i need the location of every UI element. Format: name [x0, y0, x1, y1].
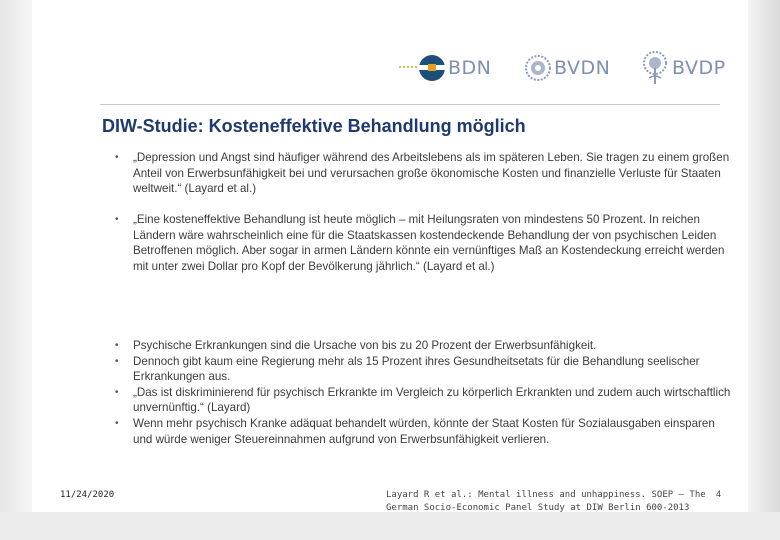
- point-item: • „Das ist diskriminierend für psychisch Erkrankte im Vergleich zu körperlich Erkrankten und zudem auch wirtschaftlich unvernünftig.“ (Layard): [115, 385, 735, 416]
- page-number: 4: [716, 489, 722, 499]
- quote-list-2: [115, 212, 735, 274]
- footer-source: Layard R et al.: Mental illness and unhappiness. SOEP — The German Socio-Economic Panel Study at DIW Berlin 600-2013: [386, 490, 706, 513]
- point-list: [115, 338, 735, 447]
- bvdn-label: BVDN: [554, 57, 611, 79]
- bvdp-tree-icon: [640, 50, 670, 86]
- footer-date: 11/24/2020: [60, 490, 115, 500]
- right-margin: [748, 0, 780, 540]
- point-item: • Wenn mehr psychisch Kranke adäquat behandelt würden, könnte der Staat Kosten für Sozialausgaben einsparen und würde weniger Steuereinnahmen aufgrund von Erwerbsunfähigkeit verlieren.: [115, 416, 735, 447]
- bdn-emblem-icon: [398, 50, 448, 86]
- quote-item: • „Eine kosteneffektive Behandlung ist heute möglich – mit Heilungsraten von mindestens 50 Prozent. In reichen Ländern wäre wahrscheinlich eine für die Staatskassen kostendeckende Behandlung der von psychischen Leiden Betroffenen möglich. Aber sogar in armen Ländern könnte ein vernünftiges Maß an Kostendeckung erreicht werden mit unter zwei Dollar pro Kopf der Bevölkerung jährlich.“ (Layard et al.): [115, 212, 735, 274]
- bdn-logo: [398, 48, 491, 88]
- slide-title: DIW-Studie: Kosteneffektive Behandlung möglich: [102, 116, 526, 136]
- point-item: • Psychische Erkrankungen sind die Ursache von bis zu 20 Prozent der Erwerbsunfähigkeit.: [115, 338, 735, 354]
- header-divider: [100, 104, 720, 105]
- quote-item: • „Depression und Angst sind häufiger während des Arbeitslebens als im späteren Leben. Sie tragen zu einem großen Anteil von Erwerbsunfähigkeit bei und verursachen große ökonomische Kosten und finanzielle Verluste für Staaten weltweit.“ (Layard et al.): [115, 150, 735, 197]
- quote-list-1: [115, 150, 735, 197]
- bvdn-seal-icon: [524, 54, 552, 82]
- bottom-margin: [0, 512, 780, 540]
- left-margin: [0, 0, 32, 540]
- bdn-label: BDN: [448, 57, 492, 79]
- point-item: • Dennoch gibt kaum eine Regierung mehr als 15 Prozent ihres Gesundheitsetats für die Behandlung seelischer Erkrankungen aus.: [115, 354, 735, 385]
- bvdp-label: BVDP: [672, 57, 726, 79]
- bvdn-logo: [524, 48, 610, 88]
- bvdp-logo: [640, 48, 726, 88]
